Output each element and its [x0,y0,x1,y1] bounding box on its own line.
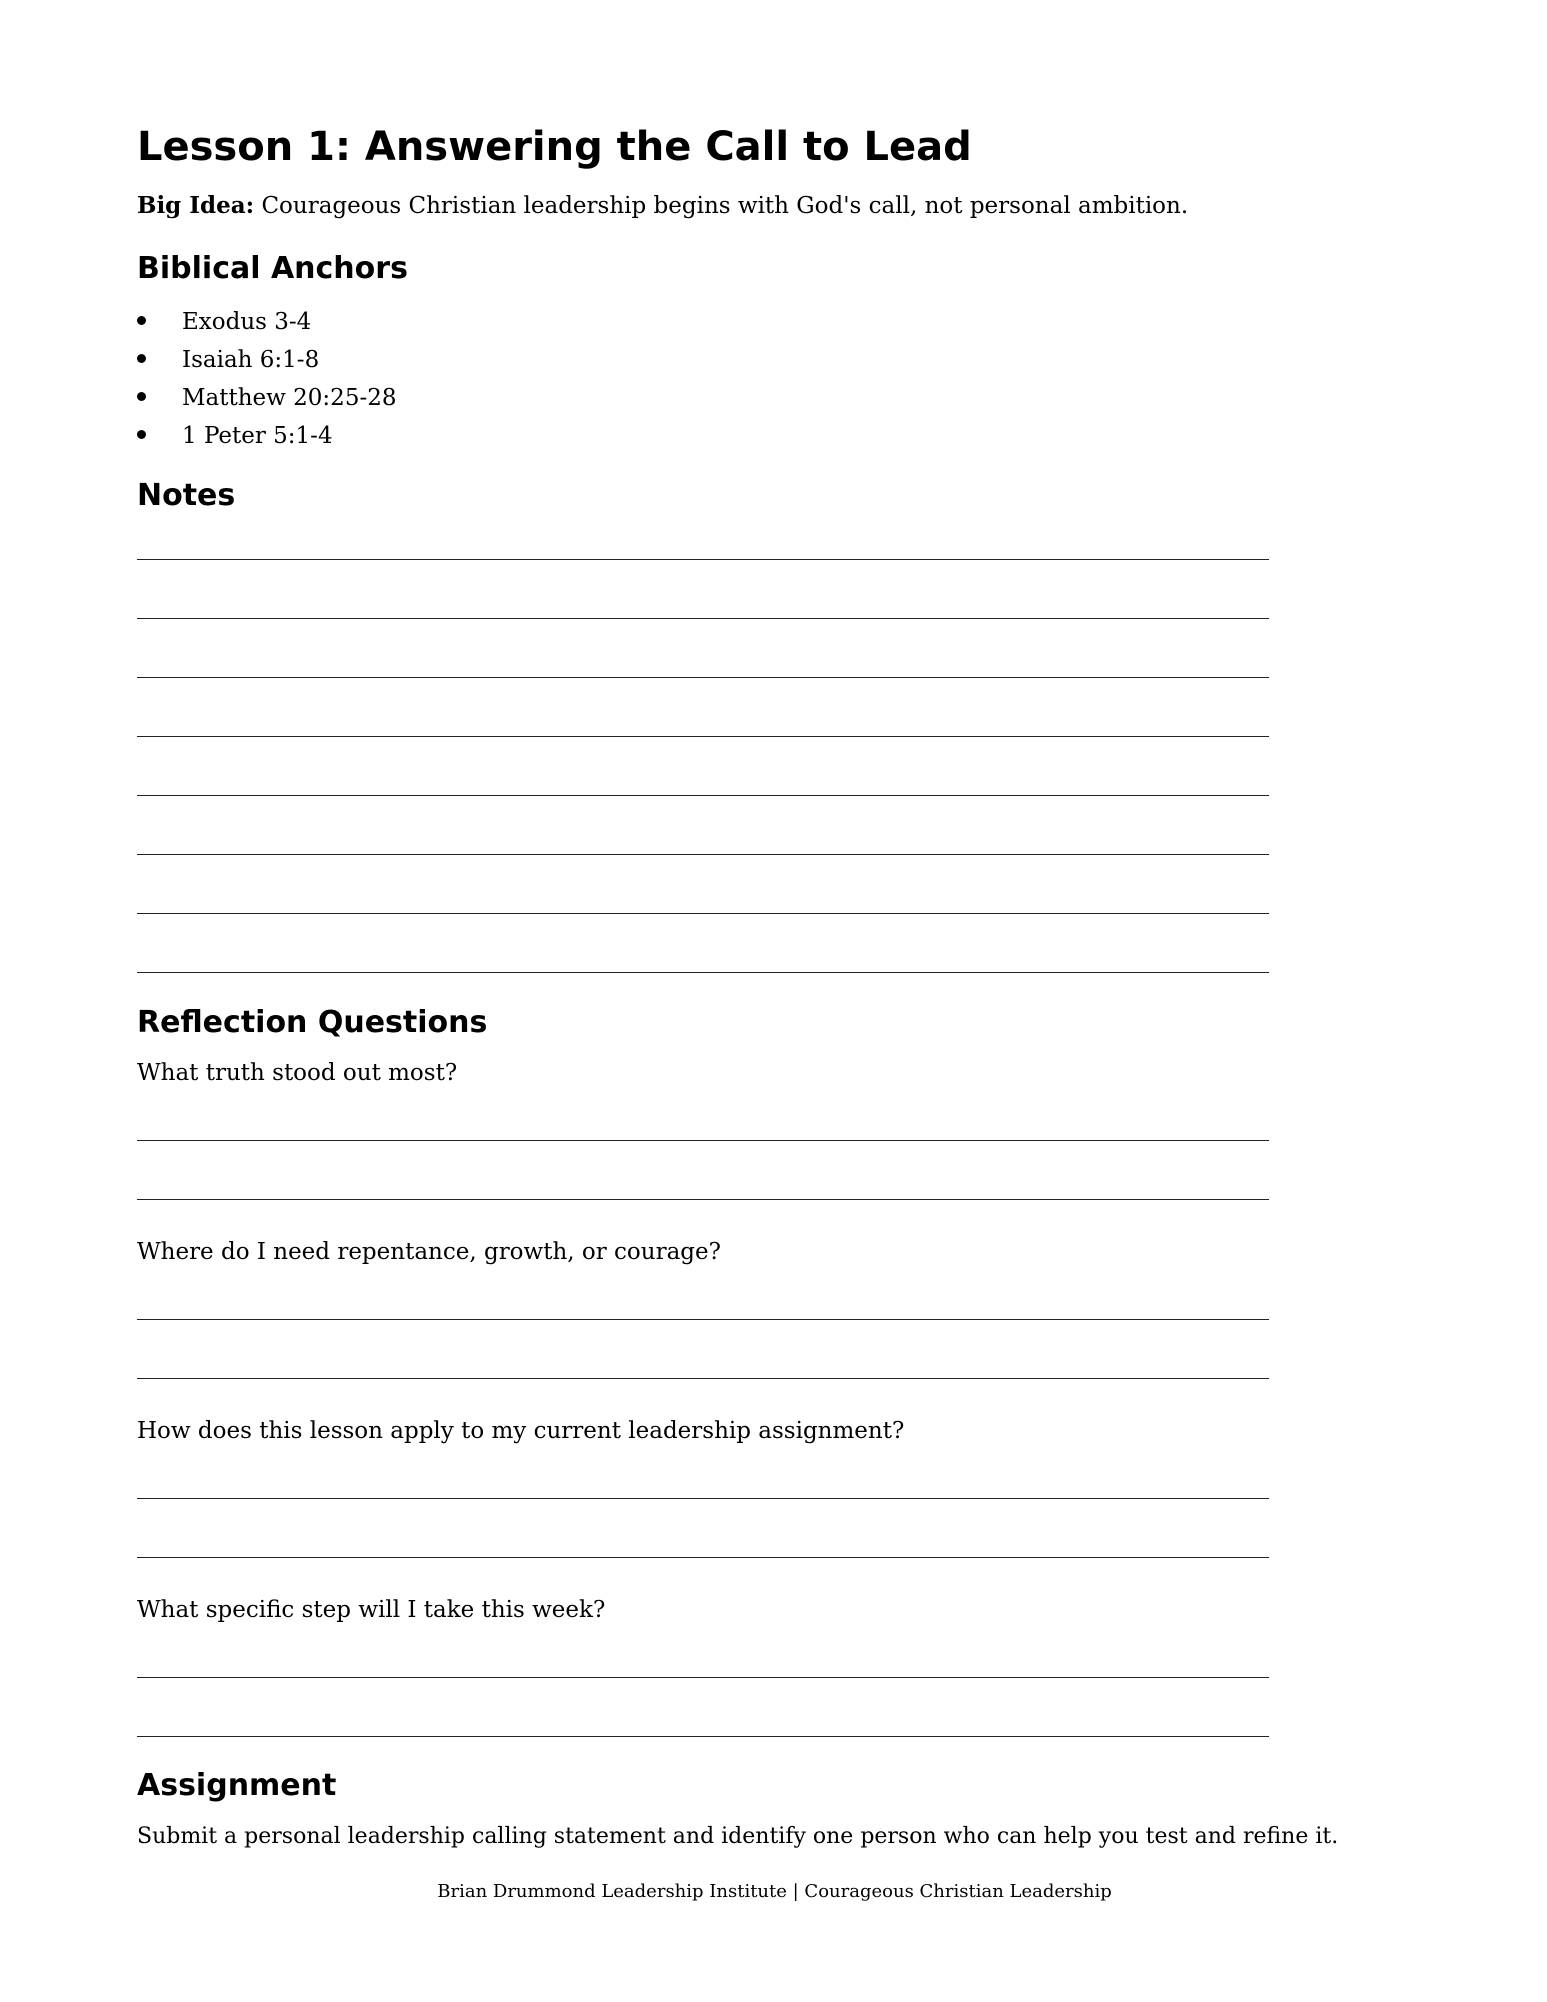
big-idea-label: Big Idea: [137,192,255,219]
notes-line[interactable] [137,736,1269,737]
notes-heading: Notes [137,478,236,513]
answer-line[interactable] [137,1677,1269,1678]
bullet-icon [137,430,146,439]
answer-line[interactable] [137,1557,1269,1558]
anchor-item [137,303,397,341]
notes-line[interactable] [137,972,1269,973]
bullet-icon [137,316,146,325]
big-idea-text: Courageous Christian leadership begins with God's call, not personal ambition. [254,193,1189,219]
assignment-text: Submit a personal leadership calling statement and identify one person who can help you test and refine it. [137,1824,1339,1849]
anchor-text: Matthew 20:25-28 [182,385,397,411]
anchor-item [137,417,397,455]
notes-line[interactable] [137,854,1269,855]
reflection-question: What specific step will I take this week? [137,1597,606,1623]
reflection-question: Where do I need repentance, growth, or courage? [137,1239,721,1265]
reflection-question: What truth stood out most? [137,1060,458,1086]
answer-line[interactable] [137,1140,1269,1141]
notes-line[interactable] [137,913,1269,914]
answer-line[interactable] [137,1199,1269,1200]
biblical-anchors-list [137,303,397,455]
notes-line[interactable] [137,618,1269,619]
anchor-item [137,341,397,379]
notes-line[interactable] [137,795,1269,796]
anchor-text: Exodus 3-4 [182,309,312,335]
anchor-text: 1 Peter 5:1-4 [182,423,333,449]
answer-line[interactable] [137,1498,1269,1499]
reflection-heading: Reflection Questions [137,1005,488,1040]
page-footer: Brian Drummond Leadership Institute | Courageous Christian Leadership [437,1881,1112,1902]
page-title: Lesson 1: Answering the Call to Lead [137,124,972,170]
answer-line[interactable] [137,1378,1269,1379]
biblical-anchors-heading: Biblical Anchors [137,251,408,286]
notes-line[interactable] [137,677,1269,678]
bullet-icon [137,354,146,363]
assignment-heading: Assignment [137,1768,337,1803]
notes-line[interactable] [137,559,1269,560]
answer-line[interactable] [137,1736,1269,1737]
answer-line[interactable] [137,1319,1269,1320]
bullet-icon [137,392,146,401]
anchor-text: Isaiah 6:1-8 [182,347,320,373]
anchor-item [137,379,397,417]
big-idea [137,190,1188,222]
reflection-question: How does this lesson apply to my current leadership assignment? [137,1418,905,1444]
